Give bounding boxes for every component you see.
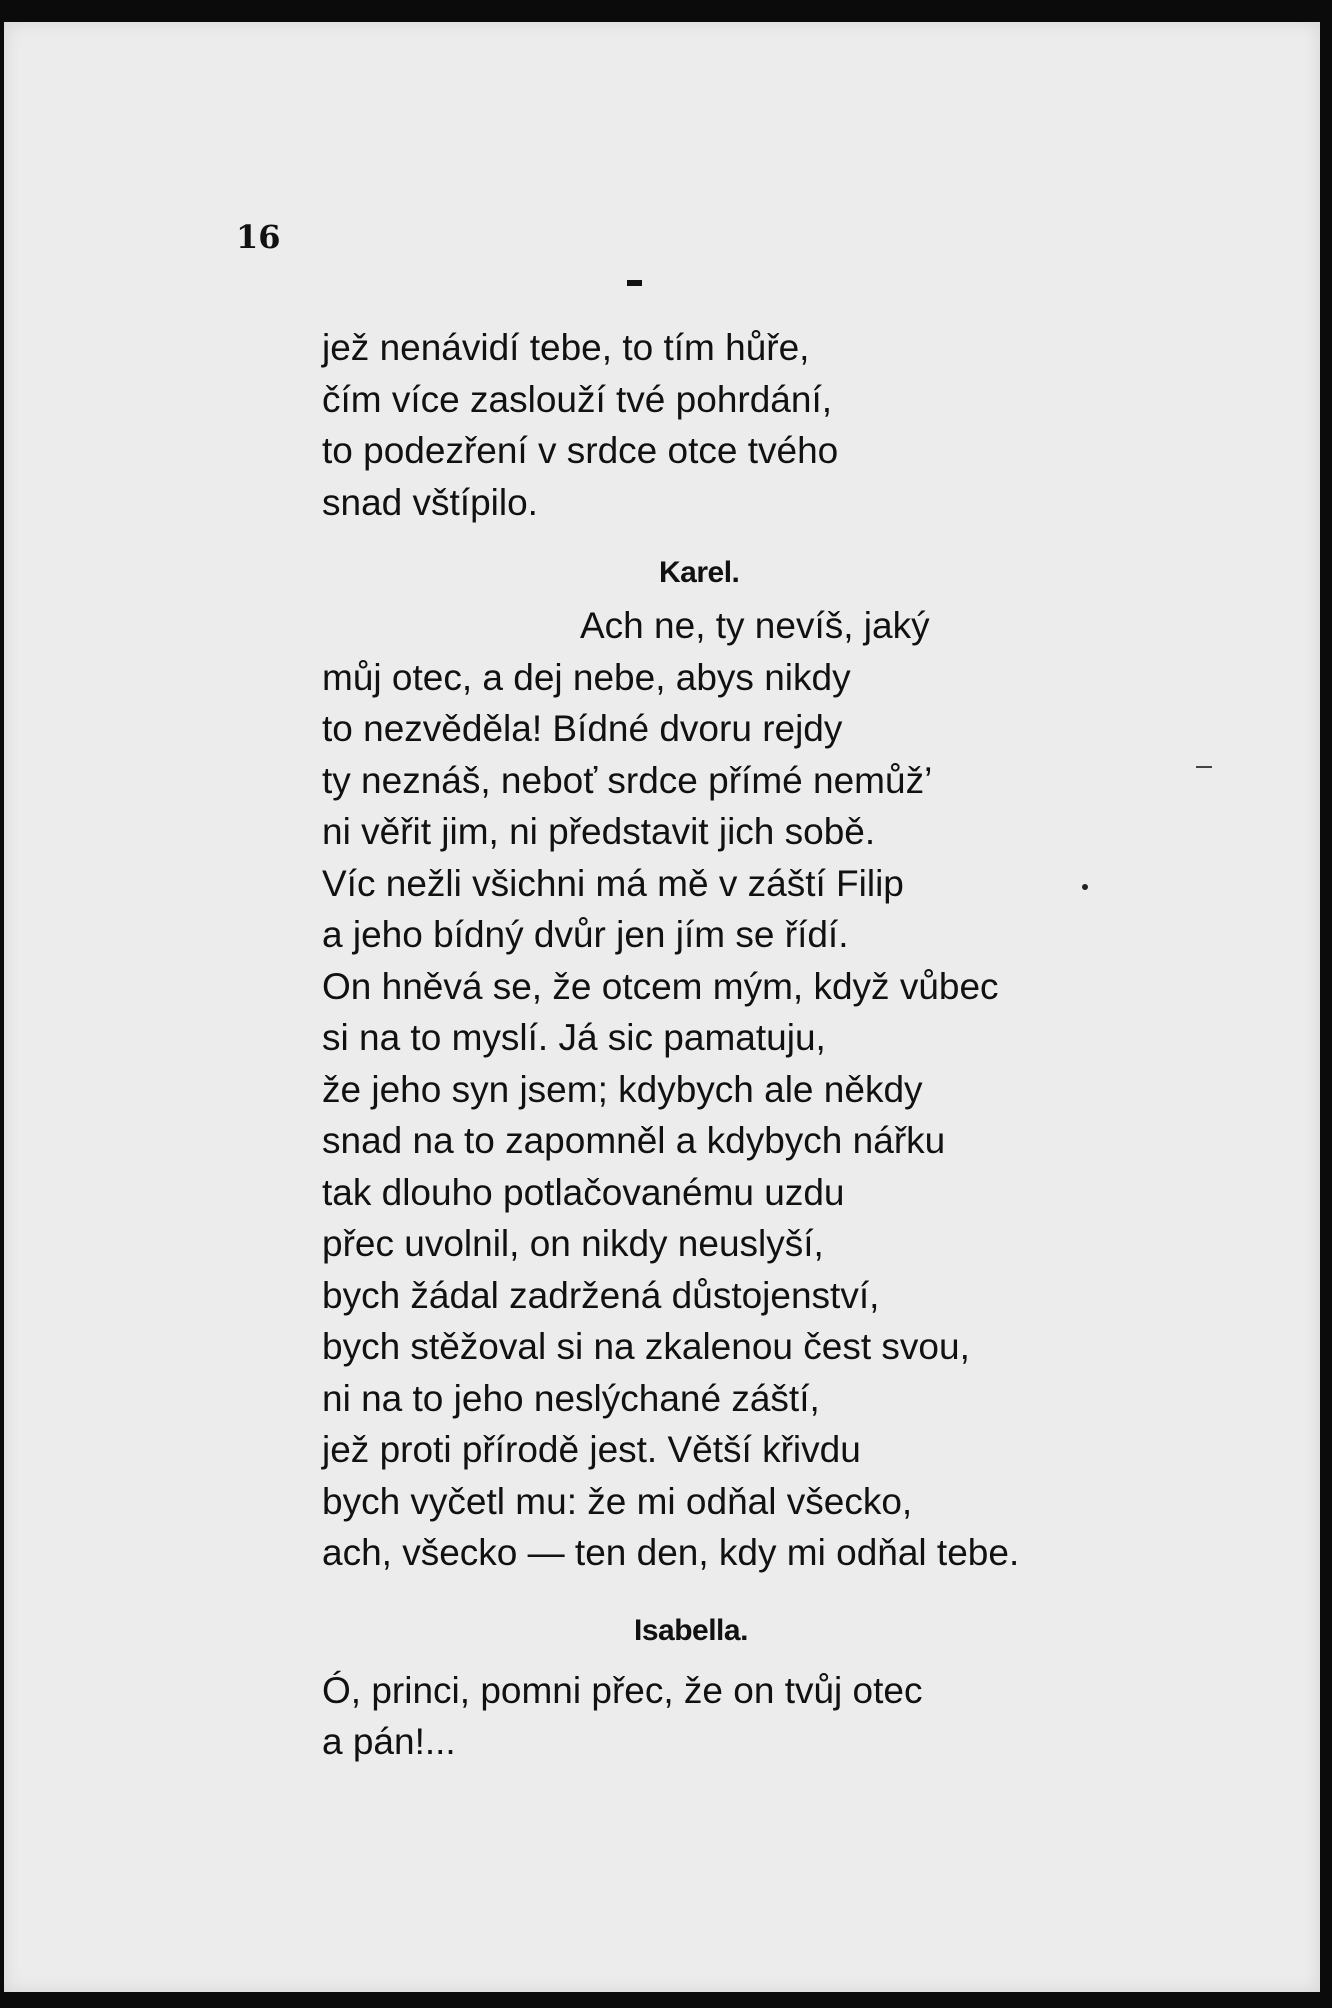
speaker-name: Isabella. bbox=[634, 1613, 748, 1647]
speaker-name: Karel. bbox=[659, 556, 740, 589]
verse-text bbox=[322, 322, 1222, 1768]
verse-line: že jeho syn jsem; kdybych ale někdy bbox=[322, 1068, 923, 1110]
verse-line: Ó, princi, pomni přec, že on tvůj otec bbox=[322, 1669, 923, 1711]
verse-line: bych stěžoval si na zkalenou čest svou, bbox=[322, 1326, 970, 1367]
verse-line: Víc nežli všichni má mě v záští Filip bbox=[322, 862, 904, 904]
verse-line: bych vyčetl mu: že mi odňal všecko, bbox=[322, 1480, 913, 1522]
verse-line: snad vštípilo. bbox=[322, 481, 538, 523]
verse-line: jež nenávidí tebe, to tím hůře, bbox=[322, 327, 810, 368]
verse-line: a pán!... bbox=[322, 1721, 456, 1762]
verse-line: čím více zaslouží tvé pohrdání, bbox=[322, 378, 833, 420]
verse-line: můj otec, a dej nebe, abys nikdy bbox=[322, 656, 851, 698]
verse-line: Ach ne, ty nevíš, jaký bbox=[580, 605, 930, 646]
verse-line: přec uvolnil, on nikdy neuslyší, bbox=[322, 1223, 824, 1264]
verse-line: tak dlouho potlačovanému uzdu bbox=[322, 1171, 845, 1213]
verse-line: ach, všecko — ten den, kdy mi odňal tebe. bbox=[322, 1532, 1020, 1573]
verse-line: ni věřit jim, ni představit jich sobě. bbox=[322, 811, 876, 852]
scan-border bbox=[1320, 0, 1332, 2008]
verse-line: snad na to zapomněl a kdybych nářku bbox=[322, 1120, 946, 1161]
print-mark bbox=[627, 280, 642, 286]
verse-line: ty neznáš, neboť srdce přímé nemůž’ bbox=[322, 759, 933, 801]
verse-line: ni na to jeho neslýchané záští, bbox=[322, 1377, 820, 1419]
verse-line: On hněvá se, že otcem mým, když vůbec bbox=[322, 965, 999, 1007]
verse-line: jež proti přírodě jest. Větší křivdu bbox=[322, 1429, 861, 1470]
verse-line: to nezvěděla! Bídné dvoru rejdy bbox=[322, 708, 843, 749]
page-number: 16 bbox=[236, 218, 281, 256]
verse-line: bych žádal zadržená důstojenství, bbox=[322, 1274, 880, 1316]
verse-line: si na to myslí. Já sic pamatuju, bbox=[322, 1017, 826, 1058]
verse-line: a jeho bídný dvůr jen jím se řídí. bbox=[322, 914, 849, 955]
verse-line: to podezření v srdce otce tvého bbox=[322, 430, 839, 471]
book-page bbox=[4, 22, 1320, 1992]
